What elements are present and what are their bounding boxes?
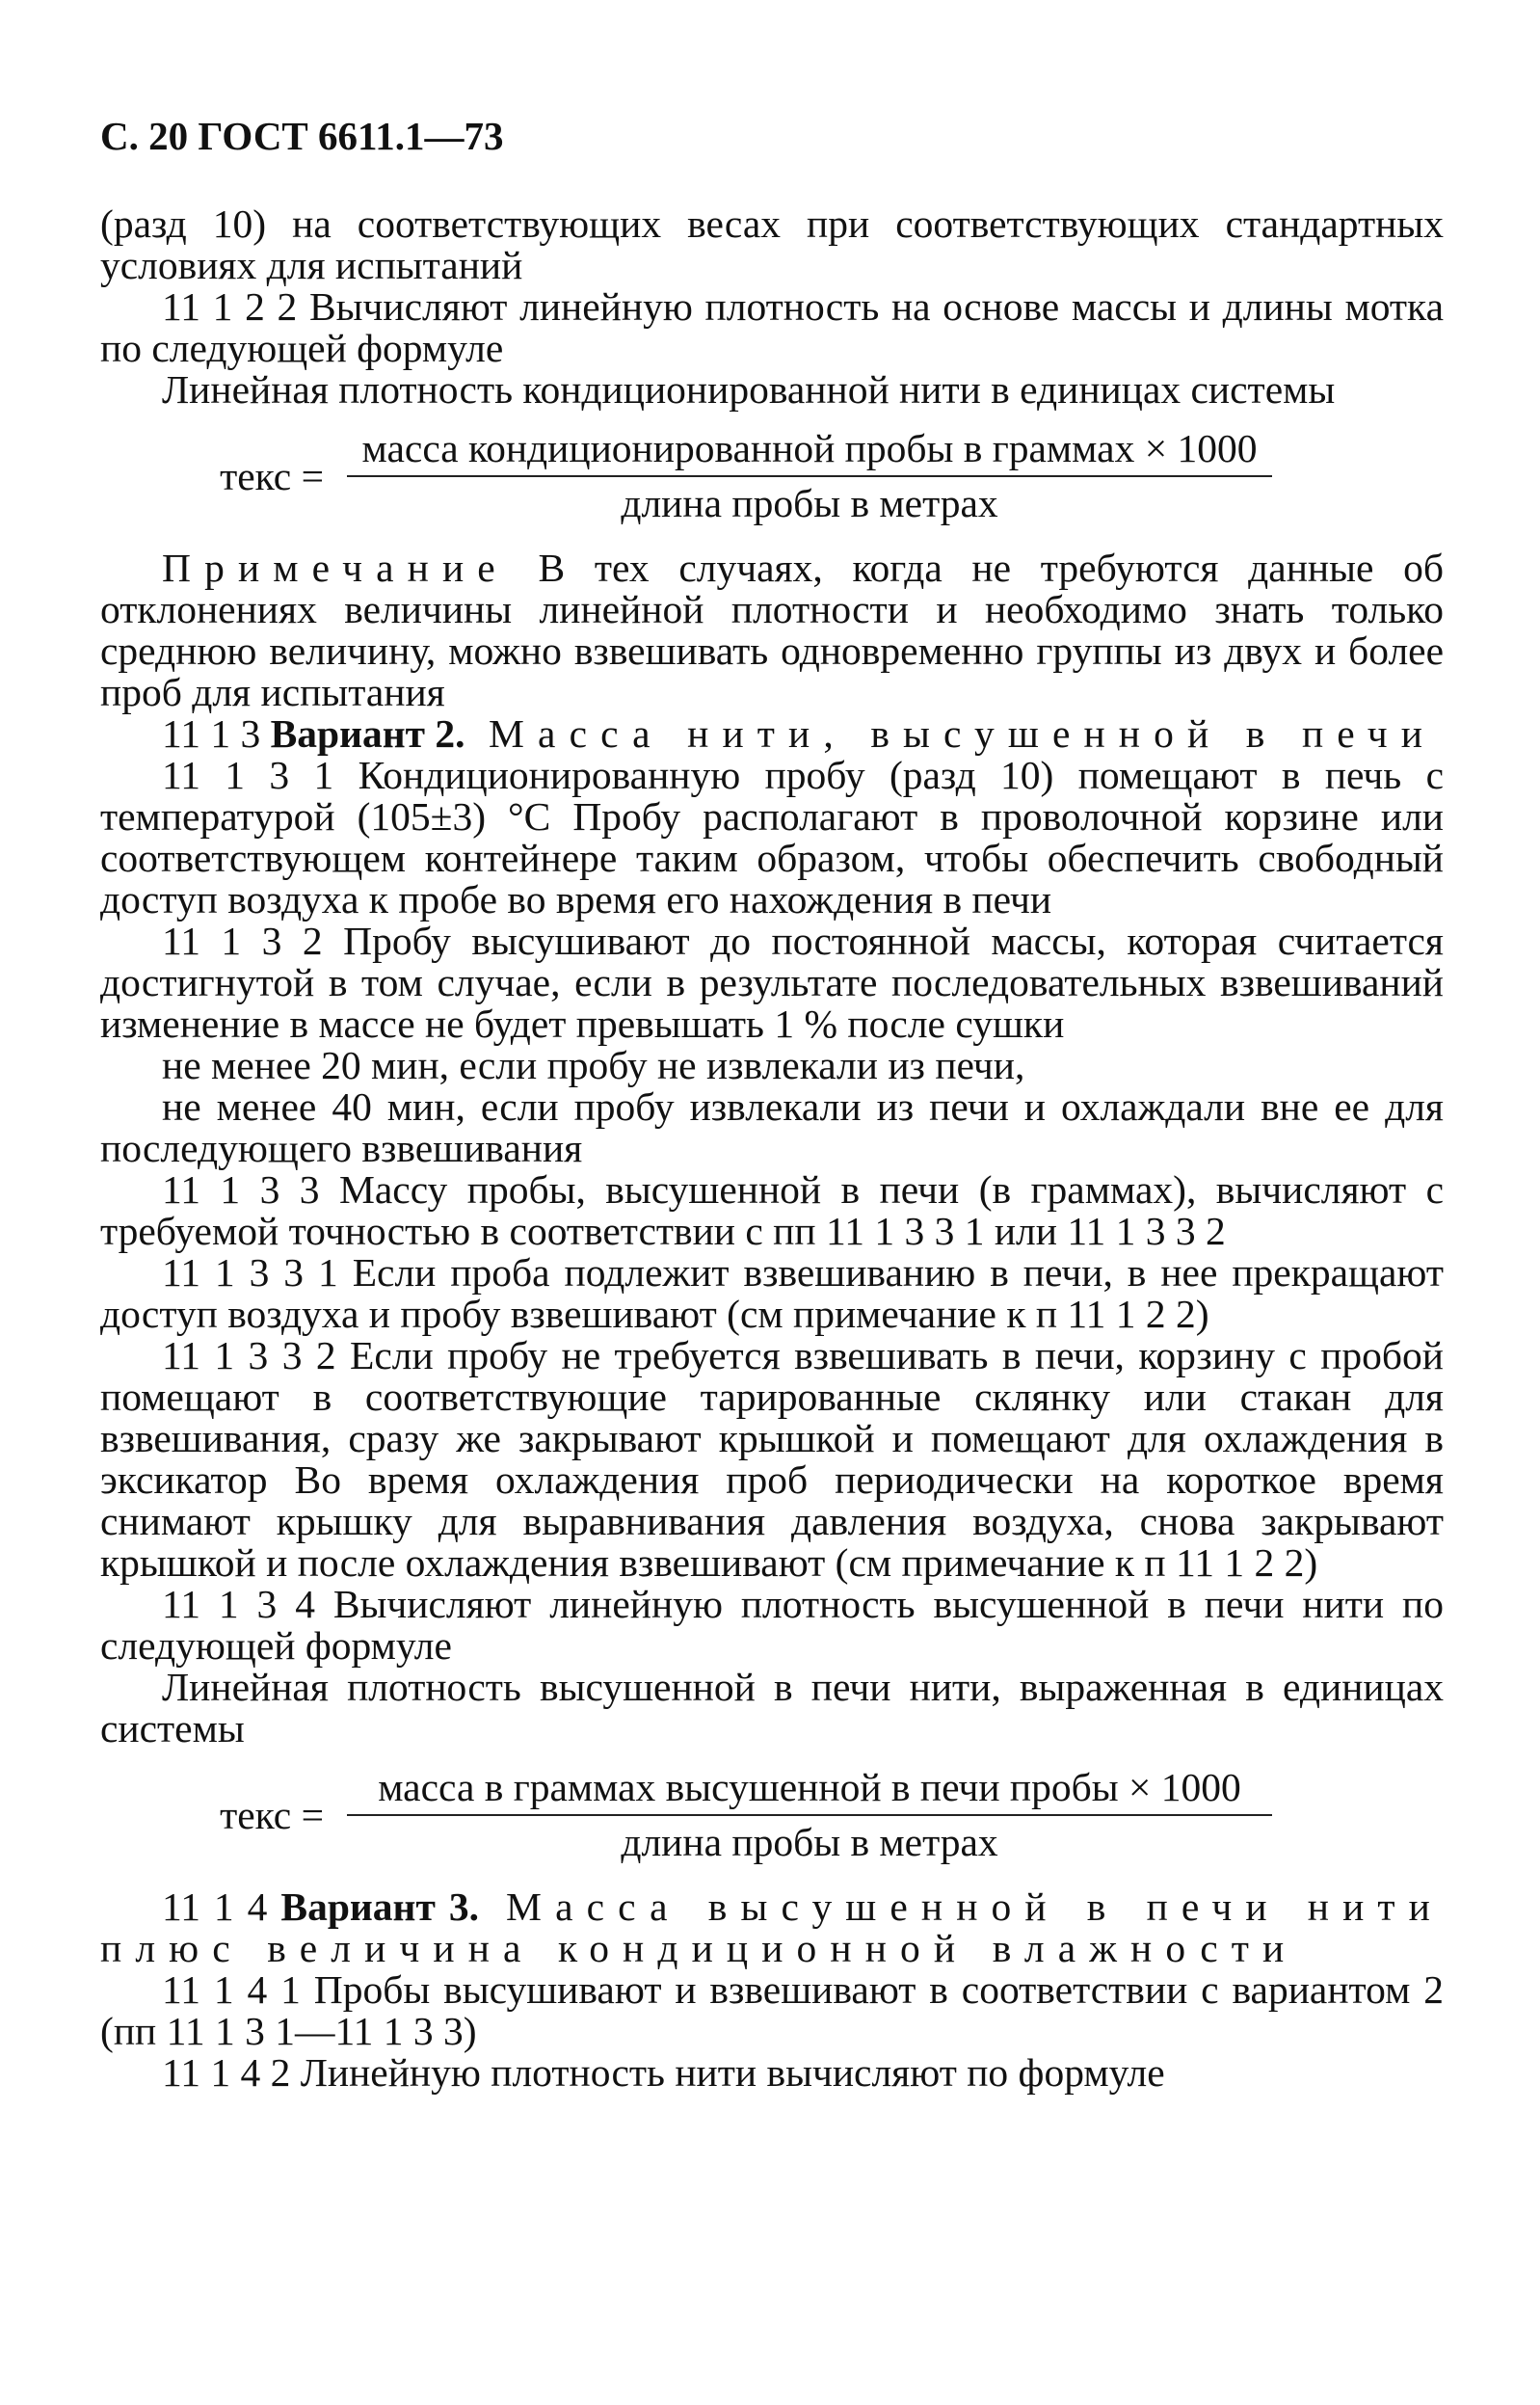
clause-11-1-4-2: 11 1 4 2 Линейную плотность нити вычисляют по формуле [162, 2050, 1165, 2095]
clause-number: 11 1 4 [162, 1884, 281, 1929]
document-page [100, 116, 1444, 2094]
note [100, 548, 1444, 713]
clause-11-1-4-1: 11 1 4 1 Пробы высушивают и взвешивают в соответствии с вариантом 2 (пп 11 1 3 1—11 1 3 3) [100, 1967, 1444, 2053]
clause-11-1-3-1: 11 1 3 1 Кондиционированную пробу (разд 10) помещают в печь с температурой (105±3) °С Пробу располагают в проволочной корзине или соответствующем контейнере таким образом, чтобы обеспечить свободный доступ воздуха к пробе во время его нахождения в печи [100, 753, 1444, 922]
formula-dried [100, 1767, 1444, 1863]
clause-11-1-3-4: 11 1 3 4 Вычисляют линейную плотность высушенной в печи нити по следующей формуле [100, 1582, 1444, 1668]
clause-11-1-3 [100, 713, 1444, 755]
formula-label: текс = [220, 453, 324, 498]
clause-11-1-4 [100, 1886, 1444, 1969]
linear-density-dried: Линейная плотность высушенной в печи нити, выраженная в единицах системы [100, 1665, 1444, 1750]
condition-20-min: не менее 20 мин, если пробу не извлекали из печи, [162, 1043, 1025, 1087]
formula-label: текс = [220, 1792, 324, 1837]
clause-11-1-3-2: 11 1 3 2 Пробу высушивают до постоянной массы, которая считается достигнутой в том случае, если в результате последовательных взвешиваний изменение в массе не будет превышать 1 % после сушки [100, 919, 1444, 1046]
clause-11-1-2-2: 11 1 2 2 Вычисляют линейную плотность на основе массы и длины мотка по следующей формуле [100, 284, 1444, 370]
clause-11-1-3-3: 11 1 3 3 Массу пробы, высушенной в печи (в граммах), вычисляют с требуемой точностью в соответствии с пп 11 1 3 3 1 или 11 1 3 3 2 [100, 1167, 1444, 1253]
page-header: С. 20 ГОСТ 6611.1—73 [100, 114, 504, 158]
fraction [347, 428, 1272, 524]
fraction [347, 1767, 1272, 1863]
denominator: длина пробы в метрах [621, 481, 998, 525]
clause-11-1-3-3-1: 11 1 3 3 1 Если проба подлежит взвешиванию в печи, в нее прекращают доступ воздуха и пробу взвешивают (см примечание к п 11 1 2 2) [100, 1250, 1444, 1336]
variant-title: Масса нити, высушенной в печи [465, 711, 1437, 756]
note-text: В тех случаях, когда не требуются данные об отклонениях величины линейной плотности и необходимо знать только среднюю величину, можно взвешивать одновременно группы из двух и более проб для испытания [100, 546, 1444, 714]
variant-title: Масса высушенной в печи нити плюс величина кондиционной влажности [100, 1884, 1445, 1970]
numerator: масса кондиционированной пробы в граммах × 1000 [361, 426, 1258, 470]
note-label: Примечание [162, 546, 509, 590]
linear-density-conditioned: Линейная плотность кондиционированной нити в единицах системы [162, 367, 1336, 412]
variant-label: Вариант 3. [280, 1884, 479, 1929]
paragraph-continuation: (разд 10) на соответствующих весах при соответствующих стандартных условиях для испытаний [100, 201, 1444, 287]
condition-40-min: не менее 40 мин, если пробу извлекали из печи и охлаждали вне ее для последующего взвешивания [100, 1084, 1444, 1170]
variant-label: Вариант 2. [270, 711, 465, 756]
denominator: длина пробы в метрах [621, 1820, 998, 1864]
numerator: масса в граммах высушенной в печи пробы × 1000 [378, 1765, 1241, 1809]
clause-11-1-3-3-2: 11 1 3 3 2 Если пробу не требуется взвешивать в печи, корзину с пробой помещают в соответствующие тарированные склянку или стакан для взвешивания, сразу же закрывают крышкой и помещают для охлаждения в эксикатор Во время охлаждения проб периодически на короткое время снимают крышку для выравнивания давления воздуха, снова закрывают крышкой и после охлаждения взвешивают (см примечание к п 11 1 2 2) [100, 1333, 1444, 1585]
clause-number: 11 1 3 [162, 711, 271, 756]
formula-conditioned [100, 428, 1444, 524]
